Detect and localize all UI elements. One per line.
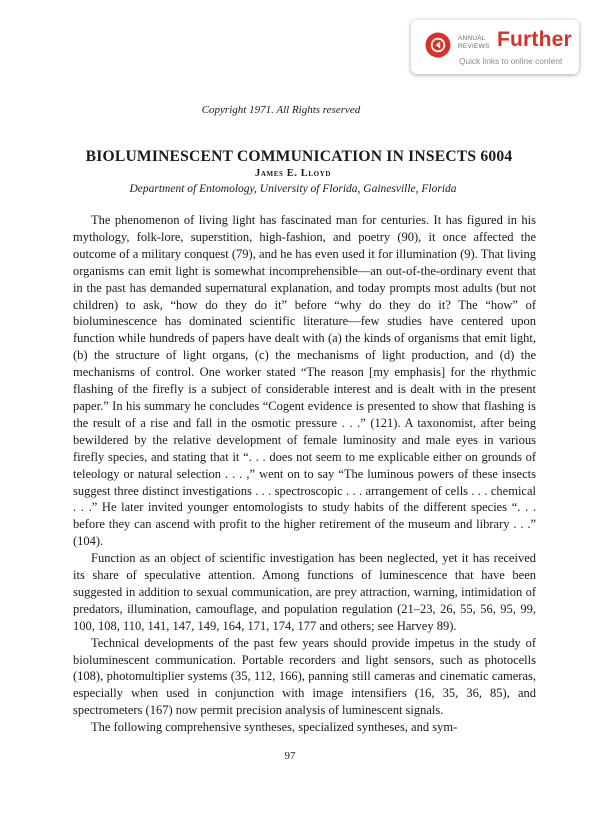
- annual-reviews-logo-icon: [425, 32, 451, 58]
- body-paragraph: Function as an object of scientific investigation has been neglected, yet it has received its share of speculative attention. Among functions of luminescence that have been suggested in addition to sexual communication, are prey attraction, warning, intimidation of predators, illumination, camouflage, and population regulation (21–23, 26, 55, 56, 95, 99, 100, 108, 110, 141, 147, 149, 164, 171, 174, 177 and others; see Harvey 89).: [73, 551, 536, 633]
- article-author: James E. Lloyd: [255, 168, 331, 179]
- author-affiliation: Department of Entomology, University of Florida, Gainesville, Florida: [129, 183, 457, 195]
- publisher-name: [458, 35, 498, 51]
- article-body: [73, 212, 536, 736]
- further-wordmark: Further: [497, 28, 572, 51]
- body-paragraph: The phenomenon of living light has fascinated man for centuries. It has figured in his mythology, folk-lore, superstition, high-fashion, and poetry (90), it once affected the outcome of a military conquest (79), and he has even used it for illumination (9). That living organisms can emit light is somewhat incomprehensible—an out-of-the-ordinary event that in the past has demanded supernatural explanation, and today prompts most adults (but not children) to ask, “how do they do it” before “why do they do it? The “how” of bioluminescence has dominated scientific literature—few studies have centered upon function while hundreds of papers have dealt with (a) the kinds of organisms that emit light, (b) the structure of light organs, (c) the mechanisms of light production, and (d) the mechanisms of control. One worker stated “The reason [my emphasis] for the rhythmic flashing of the firefly is a subject of considerable interest and is dealt with in the present paper.” In his summary he concludes “Cogent evidence is presented to show that flashing is the result of a rise and fall in the osmotic pressure . . .” (121). A taxonomist, after being bewildered by the relative development of female luminosity and male eyes in various firefly species, and stating that it “. . . does not seem to me explicable either on grounds of teleology or natural selection . . . ,” went on to say “The luminous powers of these insects suggest three distinct investigations . . . spectroscopic . . . arrangement of cells . . . chemical . . .” He later invited younger entomologists to study habits of the different species “. . . before they can ascend with profit to the higher retirement of the museum and library . . .” (104).: [73, 213, 536, 549]
- publisher-line-1: ANNUAL: [458, 35, 486, 42]
- copyright-notice: Copyright 1971. All Rights reserved: [201, 104, 361, 116]
- page-number: 97: [284, 750, 296, 762]
- publisher-line-2: REVIEWS: [458, 43, 490, 50]
- further-banner[interactable]: [411, 20, 579, 74]
- article-title: BIOLUMINESCENT COMMUNICATION IN INSECTS 6004: [85, 148, 513, 165]
- body-paragraph: The following comprehensive syntheses, specialized syntheses, and sym-: [91, 720, 458, 735]
- further-tagline: Quick links to online content: [459, 56, 563, 66]
- body-paragraph: Technical developments of the past few years should provide impetus in the study of bioluminescent communication. Portable recorders and light sensors, such as photocells (108), photomultiplier systems (35, 112, 166), panning still cameras and cinematic cameras, especially when used in conjunction with image intensifiers (16, 35, 36, 85), and spectrometers (167) now permit precision analysis of luminescent signals.: [73, 635, 536, 718]
